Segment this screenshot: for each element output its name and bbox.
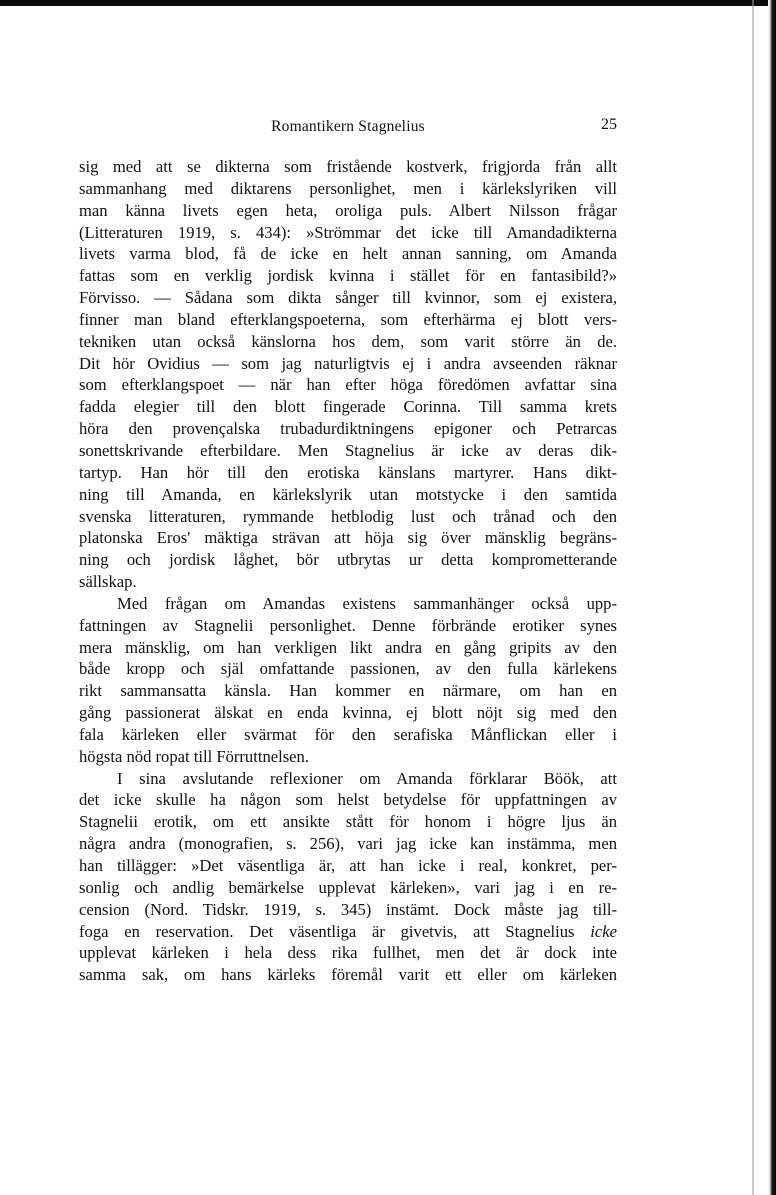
text-line: svenska litteraturen, rymmande hetblodig lust och trånad och den	[79, 506, 617, 526]
body-text	[79, 156, 617, 986]
text-line: fattas som en verklig jordisk kvinna i stället för en fantasibild?»	[79, 266, 617, 286]
text-line: som efterklangspoet — när han efter höga föredömen avfattar sina	[79, 375, 617, 395]
text-line: Med frågan om Amandas existens sammanhänger också upp-	[117, 593, 617, 613]
text-line: upplevat kärleken i hela dess rika fullhet, men det är dock inte	[79, 943, 617, 963]
text-line: samma sak, om hans kärleks föremål varit ett eller om kärleken	[79, 965, 617, 985]
text-line: ning till Amanda, en kärlekslyrik utan motstycke i den samtida	[79, 484, 617, 504]
text-line: tartyp. Han hör till den erotiska känslans martyrer. Hans dikt-	[79, 462, 617, 482]
text-line: rikt sammansatta känsla. Han kommer en närmare, om han en	[79, 681, 617, 701]
text-line: gång passionerat älskat en enda kvinna, ej blott nöjt sig med den	[79, 703, 617, 723]
text-line: cension (Nord. Tidskr. 1919, s. 345) instämt. Dock måste jag till-	[79, 899, 617, 919]
text-line: platonska Eros' mäktiga strävan att höja sig över mänsklig begräns-	[79, 528, 617, 548]
text-line: sig med att se dikterna som fristående kostverk, frigjorda från allt	[79, 157, 617, 176]
text-line: Dit hör Ovidius — som jag naturligtvis ej i andra avseenden räknar	[79, 353, 617, 373]
text-line: man känna livets egen heta, oroliga puls. Albert Nilsson frågar	[79, 200, 617, 220]
text-line: högsta nöd ropat till Förruttnelsen.	[79, 746, 309, 766]
text-line: han tillägger: »Det väsentliga är, att han icke i real, konkret, per-	[79, 856, 617, 875]
text-line: det icke skulle ha någon som helst betydelse för uppfattningen av	[79, 790, 617, 810]
text-line: finner man bland efterklangspoeterna, som efterhärma ej blott vers-	[79, 309, 617, 329]
running-header	[79, 112, 617, 142]
text-line: fala kärleken eller svärmat för den serafiska Månflickan eller i	[79, 724, 617, 744]
text-line: sonlig och andlig bemärkelse upplevat kärleken», vari jag i en re-	[79, 877, 617, 897]
text-line: tekniken utan också känslorna hos dem, som varit större än de.	[79, 331, 617, 351]
text-line: Stagnelii erotik, om ett ansikte stått för honom i högre ljus än	[79, 812, 617, 832]
text-line-with-italic	[79, 921, 617, 943]
page-number: 25	[601, 116, 617, 133]
text-line: mera mänsklig, om han verkligen likt andra en gång gripits av den	[79, 637, 617, 657]
italic-word: icke	[590, 921, 617, 941]
text-line: (Litteraturen 1919, s. 434): »Strömmar det icke till Amandadikterna	[79, 222, 617, 242]
text-segment: foga en reservation. Det väsentliga är givetvis, att Stagnelius	[79, 921, 575, 941]
book-page	[79, 112, 617, 986]
text-line: fadda elegier till den blott fingerade Corinna. Till samma krets	[79, 397, 617, 417]
running-title: Romantikern Stagnelius	[271, 118, 425, 135]
text-line: Förvisso. — Sådana som dikta sånger till kvinnor, som ej existera,	[79, 288, 617, 308]
text-line: sonettskrivande efterbildare. Men Stagnelius är icke av deras dik-	[79, 440, 617, 460]
text-line: sällskap.	[79, 572, 137, 592]
text-line: livets varma blod, få de icke en helt annan sanning, om Amanda	[79, 244, 617, 264]
scan-top-border	[0, 0, 776, 6]
text-line: ning och jordisk låghet, bör utbrytas ur detta komprometterande	[79, 550, 617, 570]
text-line: fattningen av Stagnelii personlighet. Denne förbrände erotiker synes	[79, 615, 617, 635]
text-line: I sina avslutande reflexioner om Amanda förklarar Böök, att	[117, 768, 617, 788]
text-line: sammanhang med diktarens personlighet, men i kärlekslyriken vill	[79, 178, 617, 198]
text-line: några andra (monografien, s. 256), vari jag icke kan instämma, men	[79, 834, 617, 854]
scan-right-edge	[752, 0, 754, 1195]
text-line: höra den provençalska trubadurdiktningens epigoner och Petrarcas	[79, 419, 617, 439]
text-line: både kropp och själ omfattande passionen, av den fulla kärlekens	[79, 659, 617, 679]
scan-right-border	[768, 0, 776, 1195]
